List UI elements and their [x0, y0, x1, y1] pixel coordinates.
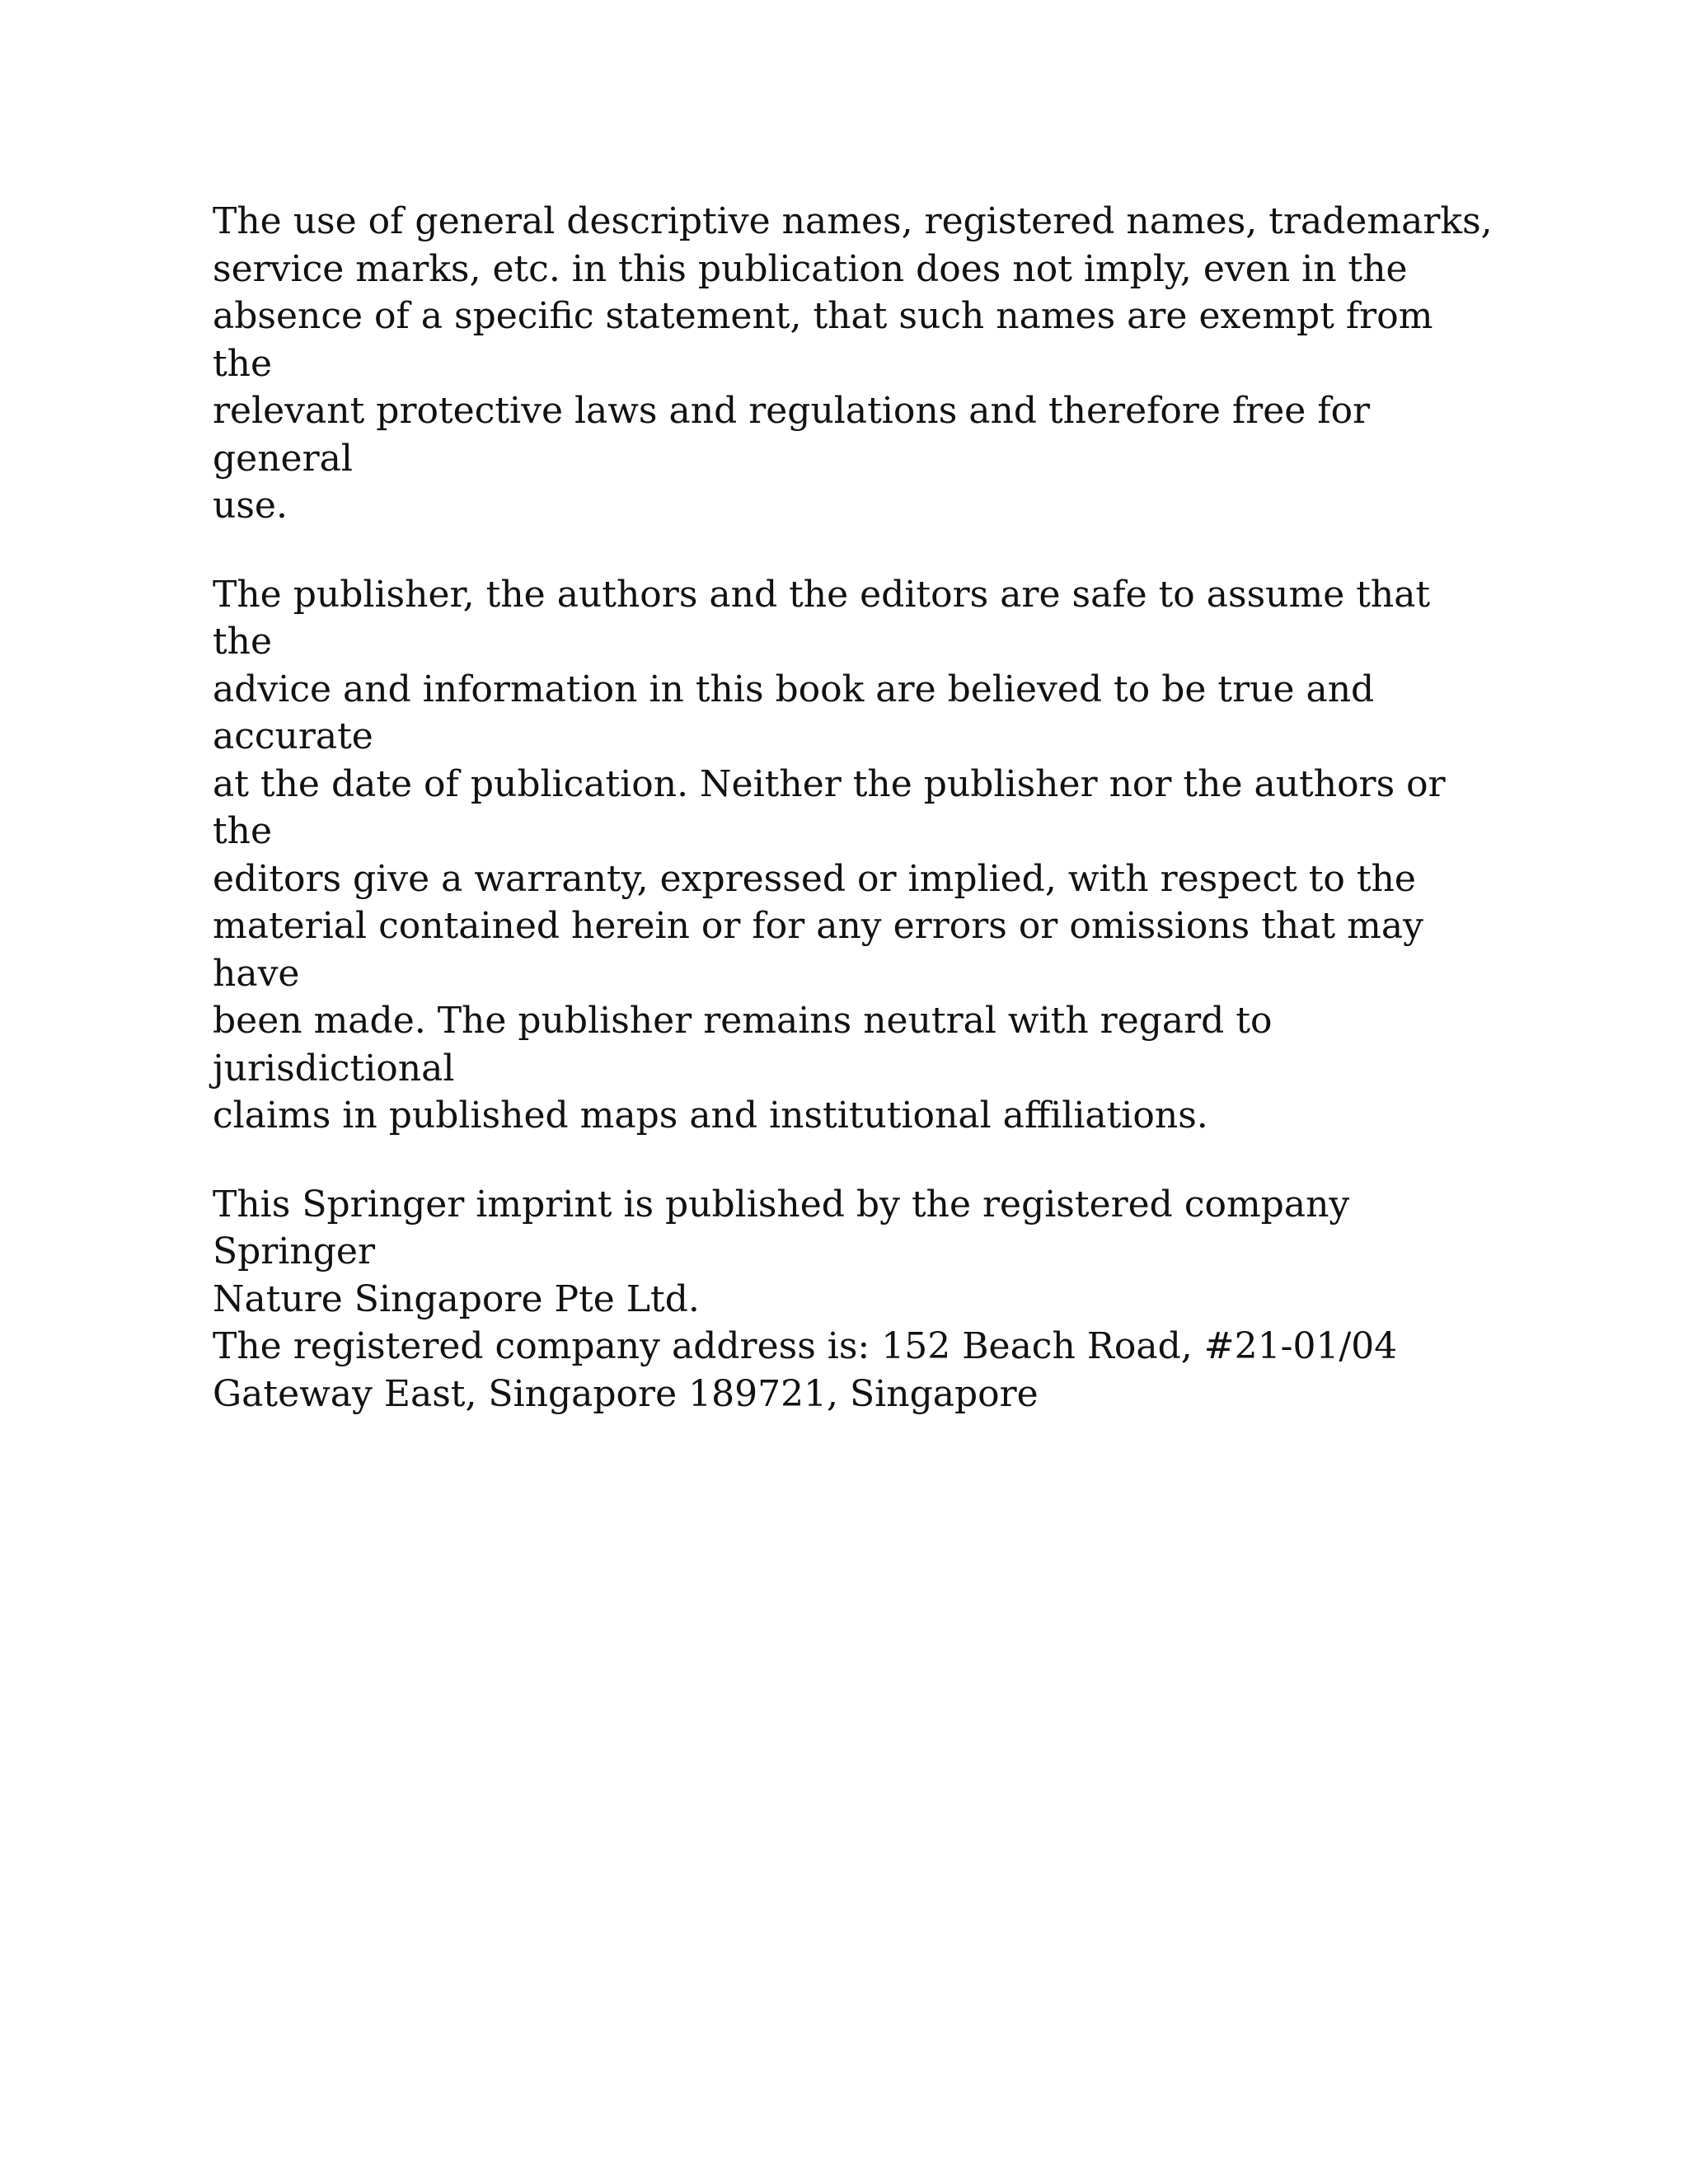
copyright-notice-text: [213, 198, 1498, 1418]
trademark-disclaimer-paragraph: The use of general descriptive names, registered names, trademarks, service marks, etc. in this publication does not imply, even in the absence of a specific statement, that such names are exempt from the relevant protective laws and regulations and therefore free for general use.: [213, 200, 1493, 527]
publisher-address-paragraph: This Springer imprint is published by the registered company Springer Nature Singapore Pte Ltd. The registered company address is: 152 Beach Road, #21-01/04 Gateway East, Singapore 189721, Singapore: [213, 1183, 1398, 1415]
liability-disclaimer-paragraph: The publisher, the authors and the editors are safe to assume that the advice and information in this book are believed to be true and accurate at the date of publication. Neither the publisher nor the authors or the editors give a warranty, expressed or implied, with respect to the material contained herein or for any errors or omissions that may have been made. The publisher remains neutral with regard to jurisdictional claims in published maps and institutional affiliations.: [213, 573, 1446, 1137]
